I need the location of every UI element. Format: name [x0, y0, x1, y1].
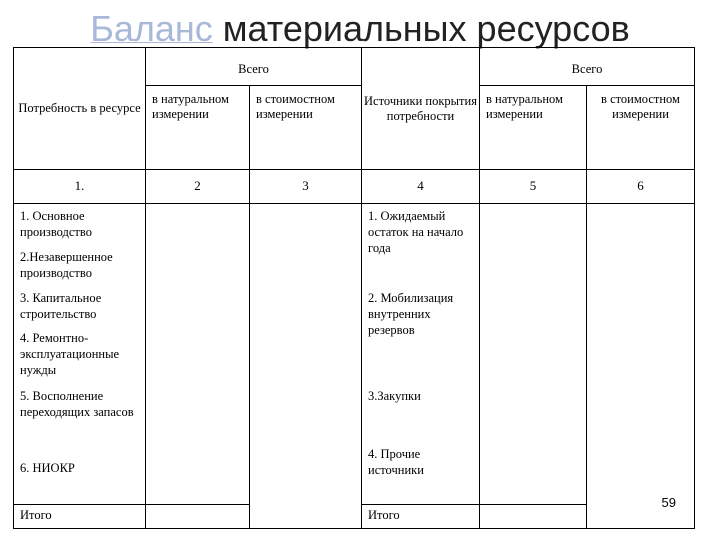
- title-rest: материальных ресурсов: [212, 8, 630, 49]
- header-cost-right: в стоимостном измерении: [587, 86, 695, 170]
- cell-cost-left[interactable]: [250, 204, 362, 529]
- header-need: Потребность в ресурсе: [14, 48, 146, 170]
- balance-table: [13, 47, 695, 529]
- header-total-right: Всего: [480, 48, 695, 86]
- need-item: 2.Незавершенное производство: [20, 250, 113, 280]
- header-total-left: Всего: [146, 48, 362, 86]
- sources-list: [362, 204, 480, 505]
- header-sources: Источники покрытия потребности: [362, 48, 480, 170]
- total-right-label: Итого: [362, 505, 480, 529]
- col-number-5: 5: [480, 170, 587, 204]
- col-number-4: 4: [362, 170, 480, 204]
- need-item: 5. Восполнение переходящих запасов: [20, 389, 134, 419]
- source-item: 1. Ожидаемый остаток на начало года: [368, 209, 464, 255]
- header-cost-left: в стоимостном измерении: [250, 86, 362, 170]
- col-number-2: 2: [146, 170, 250, 204]
- total-natural-left[interactable]: [146, 505, 250, 529]
- cell-natural-left[interactable]: [146, 204, 250, 505]
- col-number-3: 3: [250, 170, 362, 204]
- header-natural-right: в натуральном измерении: [480, 86, 587, 170]
- cell-cost-right[interactable]: [587, 204, 695, 529]
- need-item: 1. Основное производство: [20, 209, 92, 239]
- total-left-label: Итого: [14, 505, 146, 529]
- need-item: 3. Капитальное строительство: [20, 291, 102, 321]
- need-item: 4. Ремонтно-эксплуатационные нужды: [20, 331, 120, 377]
- col-number-1: 1.: [14, 170, 146, 204]
- source-item: 4. Прочие источники: [368, 447, 424, 477]
- total-natural-right[interactable]: [480, 505, 587, 529]
- need-item: 6. НИОКР: [20, 461, 75, 475]
- source-item: 3.Закупки: [368, 389, 421, 403]
- title-link[interactable]: Баланс: [90, 8, 213, 49]
- col-number-6: 6: [587, 170, 695, 204]
- source-item: 2. Мобилизация внутренних резервов: [368, 291, 454, 337]
- header-natural-left: в натуральном измерении: [146, 86, 250, 170]
- page-number: 59: [661, 495, 676, 510]
- needs-list: [14, 204, 146, 505]
- slide-title: [0, 8, 720, 50]
- cell-natural-right[interactable]: [480, 204, 587, 505]
